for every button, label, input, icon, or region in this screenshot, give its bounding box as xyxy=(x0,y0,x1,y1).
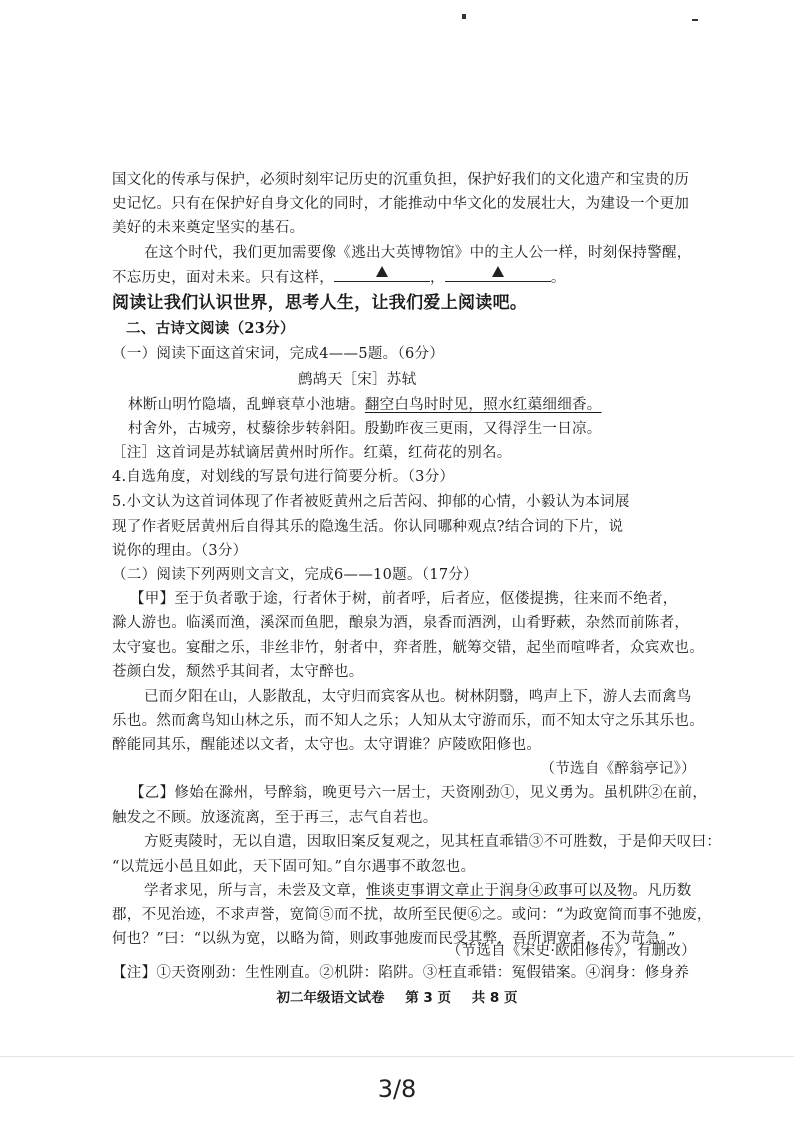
source-citation: （节选自《醉翁亭记》） xyxy=(540,761,696,777)
classical-text-yi: 郡，不见治迹，不求声誉，宽简⑤而不扰，故所至民便⑥之。或问：“为政宽简而事不弛废， xyxy=(112,907,712,923)
triangle-marker-icon xyxy=(492,266,504,277)
footnote: 【注】①天资刚劲：生性刚直。②机阱：陷阱。③枉直乖错：冤假错案。④润身：修身养 xyxy=(112,965,690,981)
classical-text-jia: 苍颜白发，颓然乎其间者，太守醉也。 xyxy=(112,664,364,680)
passage-line: 美好的未来奠定坚实的基石。 xyxy=(112,220,305,236)
classical-text-jia: 已而夕阳在山，人影散乱，太守归而宾客从也。树林阴翳，鸣声上下，游人去而禽鸟 xyxy=(144,689,692,705)
classical-text-jia: 太守宴也。宴酣之乐，非丝非竹，射者中，弈者胜，觥筹交错，起坐而喧哗者，众宾欢也。 xyxy=(112,640,704,656)
page-footer xyxy=(0,986,794,1006)
footer-total-pages: 共 8 页 xyxy=(471,990,518,1006)
page-counter: 3/8 xyxy=(377,1075,417,1103)
text: 。凡历数 xyxy=(632,883,692,899)
subsection-heading: （一）阅读下面这首宋词，完成4——5题。（6分） xyxy=(112,346,445,362)
answer-blank-2[interactable] xyxy=(445,267,551,282)
source-citation: （节选自《宋史·欧阳修传》，有删改） xyxy=(446,943,696,959)
footer-page-number: 第 3 页 xyxy=(405,990,451,1006)
question-4: 4.自选角度，对划线的写景句进行简要分析。（3分） xyxy=(112,469,455,485)
answer-blank-1[interactable] xyxy=(334,267,430,282)
classical-text-yi xyxy=(144,880,734,902)
classical-text-yi: 触发之不顾。放逐流离，至于再三，志气自若也。 xyxy=(112,810,438,826)
underlined-poem-text: 翻空白鸟时时见，照水红蕖细细香。 xyxy=(364,397,602,413)
question-5: 现了作者贬居黄州后自得其乐的隐逸生活。你认同哪种观点?结合词的下片，说 xyxy=(112,519,624,535)
poem-text: 林断山明竹隐墙，乱蝉衰草小池塘。 xyxy=(128,397,365,413)
footer-exam-title: 初二年级语文试卷 xyxy=(276,990,385,1006)
poem-note: ［注］这首词是苏轼谪居黄州时所作。红蕖，红荷花的别名。 xyxy=(112,445,512,461)
classical-text-yi: 何也？”曰：“以纵为宽，以略为简，则政事弛废而民受其弊，吾所谓宽者，不为苛急。” xyxy=(112,931,676,947)
passage-line: 史记忆。只有在保护好自身文化的同时，才能推动中华文化的发展壮大，为建设一个更加 xyxy=(112,196,690,212)
classical-text-yi: “以荒远小邑且如此，天下固可知。”自尔遇事不敢忽也。 xyxy=(112,859,476,875)
classical-text-yi: 【乙】修始在滁州，号醉翁，晚更号六一居士，天资刚劲①，见义勇为。虽机阱②在前， xyxy=(130,785,708,801)
passage-text: 不忘历史，面对未来。只有这样， xyxy=(112,270,334,286)
classical-text-yi: 方贬夷陵时，无以自遣，因取旧案反复观之，见其枉直乖错③不可胜数，于是仰天叹曰： xyxy=(144,834,722,850)
poem-line xyxy=(128,394,718,416)
scan-mark xyxy=(692,19,698,21)
passage-text: 。 xyxy=(550,270,566,286)
scan-mark xyxy=(462,14,466,19)
passage-line: 在这个时代，我们更加需要像《逃出大英博物馆》中的主人公一样，时刻保持警醒， xyxy=(144,245,692,261)
triangle-marker-icon xyxy=(376,266,388,277)
passage-line xyxy=(112,267,702,289)
reading-slogan: 阅读让我们认识世界，思考人生，让我们爱上阅读吧。 xyxy=(112,293,528,313)
text: 学者求见，所与言，未尝及文章， xyxy=(144,883,366,899)
classical-text-jia: 滁人游也。临溪而渔，溪深而鱼肥，酿泉为酒，泉香而酒洌，山肴野蔌，杂然而前陈者， xyxy=(112,615,690,631)
passage-text: ， xyxy=(430,270,445,286)
section-title: 二、古诗文阅读（23分） xyxy=(126,320,295,337)
viewer-divider xyxy=(0,1056,794,1057)
question-5: 说你的理由。（3分） xyxy=(112,543,248,559)
underlined-sentence: 惟谈吏事谓文章止于润身④政事可以及物 xyxy=(366,883,633,899)
classical-text-jia: 乐也。然而禽鸟知山林之乐，而不知人之乐；人知从太守游而乐，而不知太守之乐其乐也。 xyxy=(112,713,704,729)
classical-text-jia: 醉能同其乐，醒能述以文者，太守也。太守谓谁？庐陵欧阳修也。 xyxy=(112,737,542,753)
question-5: 5.小文认为这首词体现了作者被贬黄州之后苦闷、抑郁的心情，小毅认为本词展 xyxy=(112,494,630,510)
poem-line: 村舍外，古城旁，杖藜徐步转斜阳。殷勤昨夜三更雨，又得浮生一日凉。 xyxy=(128,421,602,437)
poem-title: 鹧鸪天［宋］苏轼 xyxy=(298,372,417,388)
classical-text-jia: 【甲】至于负者歌于途，行者休于树，前者呼，后者应，伛偻提携，往来而不绝者， xyxy=(130,591,678,607)
subsection-heading: （二）阅读下列两则文言文，完成6——10题。（17分） xyxy=(112,567,478,583)
passage-line: 国文化的传承与保护，必须时刻牢记历史的沉重负担，保护好我们的文化遗产和宝贵的历 xyxy=(112,172,690,188)
